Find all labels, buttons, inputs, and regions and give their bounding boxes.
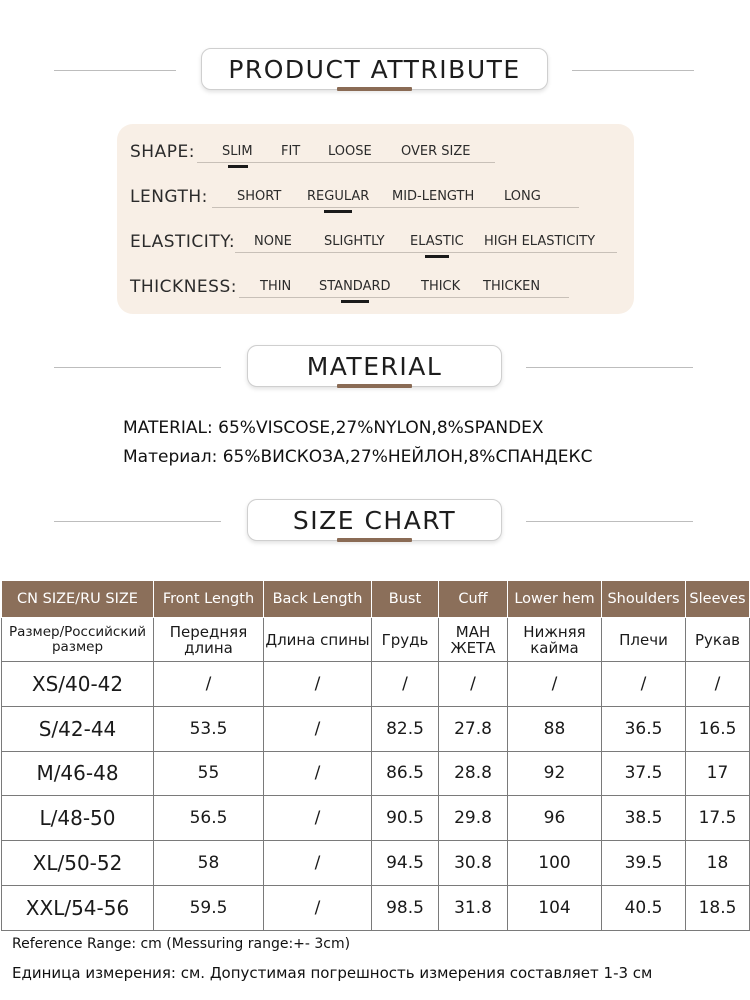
measurement-cell: 29.8 (439, 796, 508, 841)
attribute-option: ELASTIC (410, 234, 464, 249)
attribute-option: LOOSE (328, 144, 372, 159)
section-title: MATERIAL (306, 351, 443, 381)
attribute-option: SHORT (237, 189, 282, 204)
attribute-option: FIT (281, 144, 301, 159)
header-row-en (2, 581, 750, 618)
section-title: PRODUCT ATTRIBUTE (228, 54, 521, 84)
section-title-pill (247, 499, 502, 541)
measurement-cell: 38.5 (602, 796, 686, 841)
measurement-cell: / (602, 662, 686, 707)
material-en: MATERIAL: 65%VISCOSE,27%NYLON,8%SPANDEX (123, 418, 544, 438)
table-row (2, 751, 750, 796)
measurement-cell: / (264, 706, 372, 751)
attribute-option: THICKEN (483, 279, 541, 294)
attribute-option: OVER SIZE (401, 144, 471, 159)
table-row (2, 706, 750, 751)
attribute-row (117, 228, 634, 258)
attribute-row (117, 183, 634, 213)
col-header-ru: Плечи (602, 618, 686, 662)
col-header-ru: Длина спины (264, 618, 372, 662)
attribute-option: MID-LENGTH (392, 189, 475, 204)
attribute-card (117, 124, 634, 314)
measurement-cell: 59.5 (154, 885, 264, 930)
col-header-ru: Грудь (372, 618, 439, 662)
measurement-cell: / (439, 662, 508, 707)
measurement-cell: 90.5 (372, 796, 439, 841)
measurement-cell: / (264, 662, 372, 707)
col-header: Shoulders (602, 581, 686, 618)
size-cell: L/48-50 (2, 796, 154, 841)
divider-right (572, 70, 694, 71)
size-cell: S/42-44 (2, 706, 154, 751)
section-title-pill (201, 48, 548, 90)
title-accent-bar (337, 538, 412, 542)
col-header: Bust (372, 581, 439, 618)
table-row (2, 662, 750, 707)
material-header (0, 337, 750, 397)
measurement-cell: 28.8 (439, 751, 508, 796)
col-header: CN SIZE/RU SIZE (2, 581, 154, 618)
col-header-ru: Нижняя кайма (508, 618, 602, 662)
size-chart-table (1, 580, 750, 931)
measurement-cell: 100 (508, 841, 602, 886)
measurement-cell: / (372, 662, 439, 707)
attribute-option: REGULAR (307, 189, 370, 204)
measurement-cell: / (264, 885, 372, 930)
measurement-cell: 31.8 (439, 885, 508, 930)
measurement-cell: 40.5 (602, 885, 686, 930)
measurement-cell: / (264, 796, 372, 841)
measurement-cell: / (154, 662, 264, 707)
size-cell: M/46-48 (2, 751, 154, 796)
measurement-cell: 27.8 (439, 706, 508, 751)
measurement-cell: 17 (686, 751, 750, 796)
table-row (2, 885, 750, 930)
size-cell: XS/40-42 (2, 662, 154, 707)
measurement-cell: 55 (154, 751, 264, 796)
attribute-label: ELASTICITY: (130, 232, 236, 252)
selected-option-marker (228, 165, 248, 168)
measurement-cell: 36.5 (602, 706, 686, 751)
attribute-option: NONE (254, 234, 292, 249)
divider-left (54, 367, 221, 368)
measurement-cell: / (508, 662, 602, 707)
selected-option-marker (425, 255, 449, 258)
attribute-baseline (235, 252, 617, 253)
measurement-cell: 18.5 (686, 885, 750, 930)
section-title: SIZE CHART (292, 505, 457, 535)
attribute-label: SHAPE: (130, 142, 195, 162)
measurement-cell: 18 (686, 841, 750, 886)
measurement-cell: / (264, 841, 372, 886)
selected-option-marker (341, 300, 369, 303)
col-header: Front Length (154, 581, 264, 618)
measurement-cell: 104 (508, 885, 602, 930)
selected-option-marker (324, 210, 352, 213)
attribute-row (117, 138, 634, 168)
title-accent-bar (337, 87, 412, 91)
material-ru: Материал: 65%ВИСКОЗА,27%НЕЙЛОН,8%СПАНДЕКС (123, 447, 593, 467)
attribute-baseline (239, 297, 569, 298)
attribute-option: STANDARD (319, 279, 391, 294)
measurement-cell: 58 (154, 841, 264, 886)
measurement-cell: 98.5 (372, 885, 439, 930)
measurement-cell: 16.5 (686, 706, 750, 751)
table-row (2, 841, 750, 886)
measurement-cell: 37.5 (602, 751, 686, 796)
header-row-ru (2, 618, 750, 662)
divider-left (54, 521, 221, 522)
divider-right (526, 521, 693, 522)
col-header: Back Length (264, 581, 372, 618)
attribute-option: THICK (421, 279, 461, 294)
measurement-cell: 30.8 (439, 841, 508, 886)
measurement-cell: 39.5 (602, 841, 686, 886)
col-header: Cuff (439, 581, 508, 618)
measurement-cell: 17.5 (686, 796, 750, 841)
title-accent-bar (337, 384, 412, 388)
col-header-ru: МАН ЖЕТА (439, 618, 508, 662)
size-chart-header (0, 491, 750, 551)
size-cell: XL/50-52 (2, 841, 154, 886)
section-title-pill (247, 345, 502, 387)
col-header-ru: Размер/Российский размер (2, 618, 154, 662)
attribute-option: SLIGHTLY (324, 234, 385, 249)
table-row (2, 796, 750, 841)
col-header-ru: Рукав (686, 618, 750, 662)
measurement-cell: 56.5 (154, 796, 264, 841)
reference-range-note: Reference Range: cm (Messuring range:+- 3cm) (12, 936, 351, 952)
attribute-option: LONG (504, 189, 541, 204)
measurement-cell: 92 (508, 751, 602, 796)
measurement-cell: 86.5 (372, 751, 439, 796)
measurement-cell: 53.5 (154, 706, 264, 751)
measurement-cell: 82.5 (372, 706, 439, 751)
measurement-cell: 94.5 (372, 841, 439, 886)
attribute-baseline (212, 207, 579, 208)
attribute-row (117, 273, 634, 303)
size-cell: XXL/54-56 (2, 885, 154, 930)
col-header: Sleeves (686, 581, 750, 618)
attribute-option: HIGH ELASTICITY (484, 234, 596, 249)
col-header: Lower hem (508, 581, 602, 618)
col-header-ru: Передняя длина (154, 618, 264, 662)
measurement-cell: 88 (508, 706, 602, 751)
attribute-label: THICKNESS: (130, 277, 237, 297)
attribute-label: LENGTH: (130, 187, 208, 207)
attribute-baseline (197, 162, 495, 163)
product-attribute-header (0, 40, 750, 100)
measurement-cell: / (264, 751, 372, 796)
attribute-option: SLIM (222, 144, 253, 159)
measurement-cell: / (686, 662, 750, 707)
divider-right (526, 367, 693, 368)
attribute-option: THIN (260, 279, 292, 294)
divider-left (54, 70, 176, 71)
measurement-cell: 96 (508, 796, 602, 841)
measurement-note-ru: Единица измерения: см. Допустимая погрешность измерения составляет 1-3 см (12, 964, 653, 982)
